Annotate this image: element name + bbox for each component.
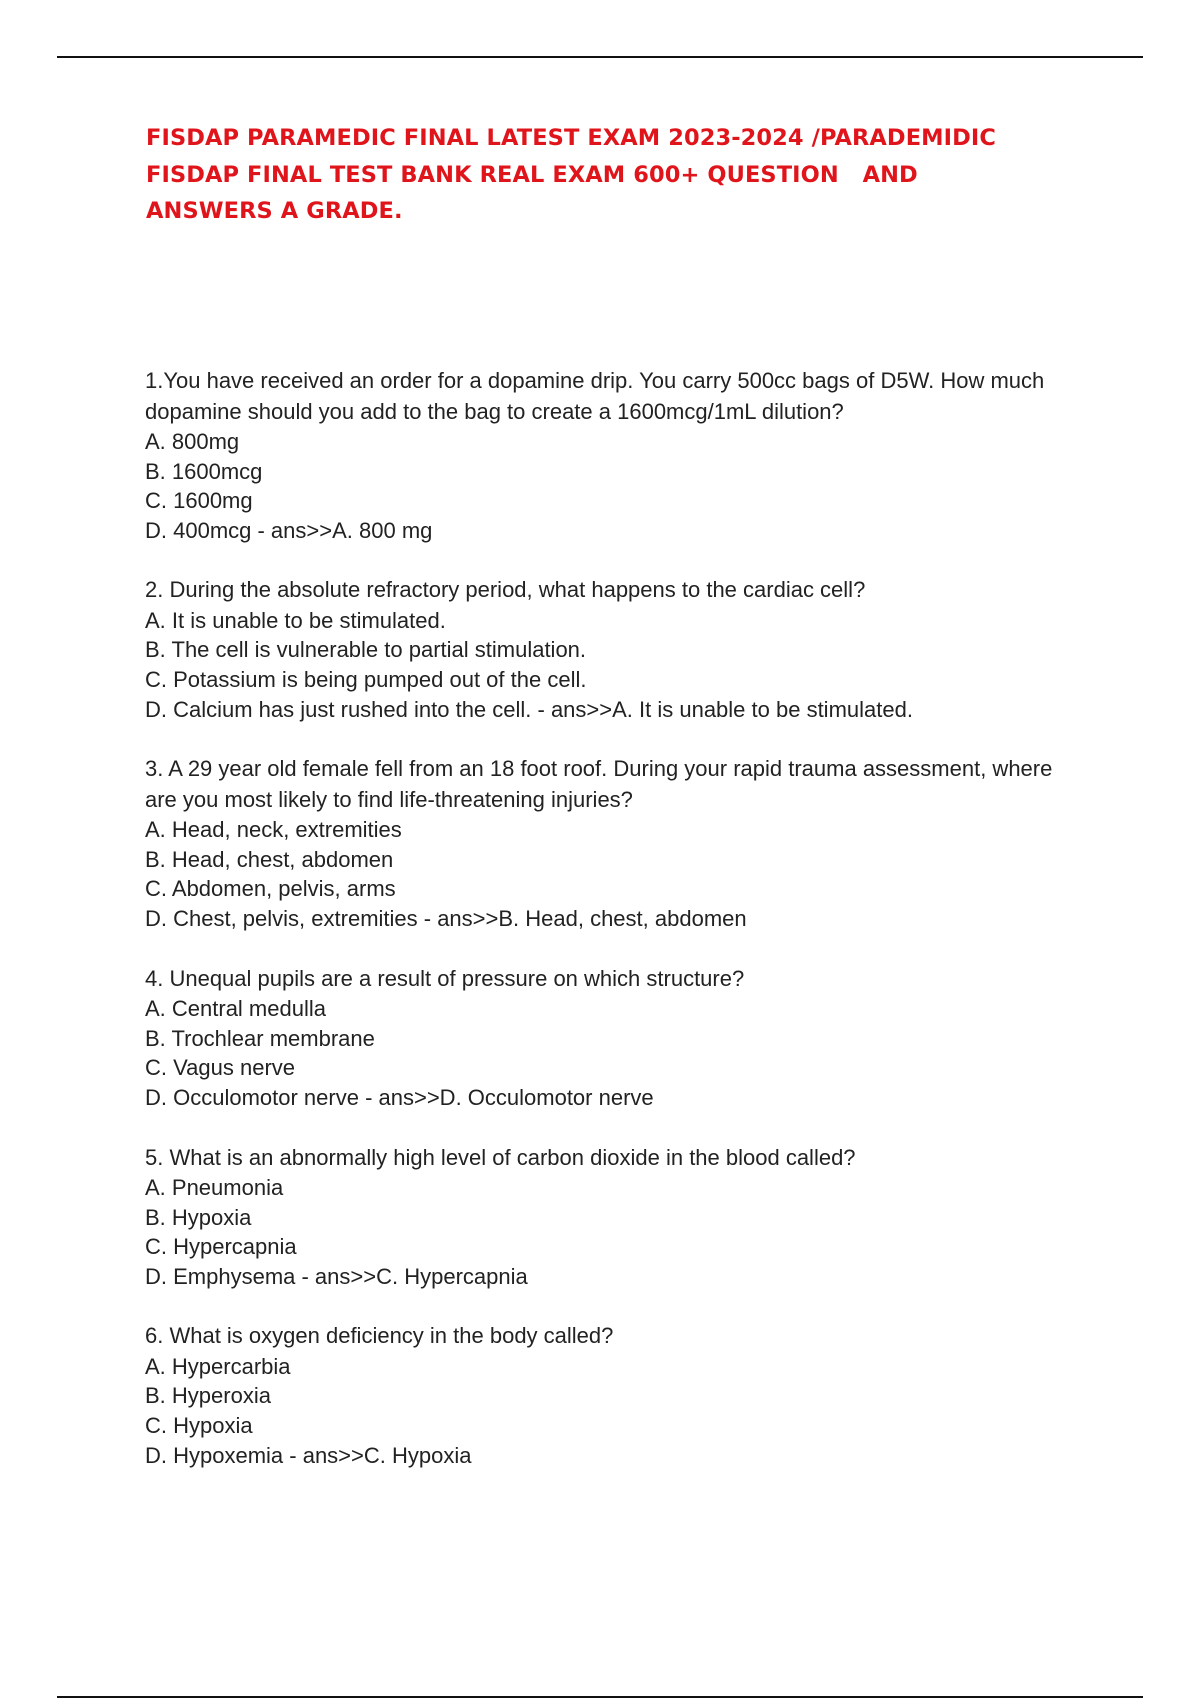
answer-choice: C. Vagus nerve xyxy=(145,1055,296,1081)
answer-choice: A. Central medulla xyxy=(145,996,326,1022)
question-2 xyxy=(145,575,1085,724)
answer-choice: A. It is unable to be stimulated. xyxy=(145,607,446,633)
answer-choice: C. Potassium is being pumped out of the cell. xyxy=(145,667,587,693)
answer-choice: C. Hypercapnia xyxy=(145,1234,297,1260)
answer-choice: C. Abdomen, pelvis, arms xyxy=(145,876,396,902)
question-5 xyxy=(145,1143,1085,1292)
answer-choice: A. 800mg xyxy=(145,429,240,454)
answer-choice: B. Hyperoxia xyxy=(145,1383,271,1409)
question-stem: 3. A 29 year old female fell from an 18 foot roof. During your rapid trauma assessment, where are you most likely to find life-threatening injuries? xyxy=(145,756,1053,812)
top-rule xyxy=(57,56,1143,58)
question-stem: 2. During the absolute refractory period, what happens to the cardiac cell? xyxy=(145,577,866,603)
answer-choice: A. Pneumonia xyxy=(145,1175,284,1200)
answer-choice-with-answer: D. Emphysema - ans>>C. Hypercapnia xyxy=(145,1263,528,1289)
question-stem: 5. What is an abnormally high level of carbon dioxide in the blood called? xyxy=(145,1144,856,1170)
question-stem: 6. What is oxygen deficiency in the body called? xyxy=(145,1323,614,1349)
question-stem: 1.You have received an order for a dopamine drip. You carry 500cc bags of D5W. How much dopamine should you add to the bag to create a 1600mcg/1mL dilution? xyxy=(145,368,1045,424)
answer-choice: B. Hypoxia xyxy=(145,1204,252,1230)
title-line: FISDAP PARAMEDIC FINAL LATEST EXAM 2023-2024 /PARADEMIDIC xyxy=(146,125,996,151)
answer-choice: B. 1600mcg xyxy=(145,458,263,484)
answer-choice: B. Head, chest, abdomen xyxy=(145,846,394,872)
answer-choice: A. Hypercarbia xyxy=(145,1353,291,1379)
question-1 xyxy=(145,366,1085,545)
answer-choice: B. Trochlear membrane xyxy=(145,1025,375,1051)
question-4 xyxy=(145,964,1085,1113)
answer-choice: B. The cell is vulnerable to partial stimulation. xyxy=(145,637,587,663)
title-line: FISDAP FINAL TEST BANK REAL EXAM 600+ QUESTION AND xyxy=(146,161,918,188)
answer-choice-with-answer: D. Occulomotor nerve - ans>>D. Occulomotor nerve xyxy=(145,1084,654,1110)
answer-choice-with-answer: D. 400mcg - ans>>A. 800 mg xyxy=(145,517,433,543)
answer-choice-with-answer: D. Hypoxemia - ans>>C. Hypoxia xyxy=(145,1442,472,1468)
answer-choice: C. 1600mg xyxy=(145,488,253,514)
bottom-rule xyxy=(57,1696,1143,1698)
question-3 xyxy=(145,754,1085,933)
answer-choice-with-answer: D. Calcium has just rushed into the cell. - ans>>A. It is unable to be stimulated. xyxy=(145,696,913,722)
question-6 xyxy=(145,1321,1085,1470)
answer-choice-with-answer: D. Chest, pelvis, extremities - ans>>B. Head, chest, abdomen xyxy=(145,906,747,932)
answer-choice: A. Head, neck, extremities xyxy=(145,817,402,843)
document-title xyxy=(146,120,1106,230)
answer-choice: C. Hypoxia xyxy=(145,1413,253,1439)
question-stem: 4. Unequal pupils are a result of pressure on which structure? xyxy=(145,965,745,991)
title-line: ANSWERS A GRADE. xyxy=(146,198,403,224)
question-list xyxy=(145,366,1085,1500)
